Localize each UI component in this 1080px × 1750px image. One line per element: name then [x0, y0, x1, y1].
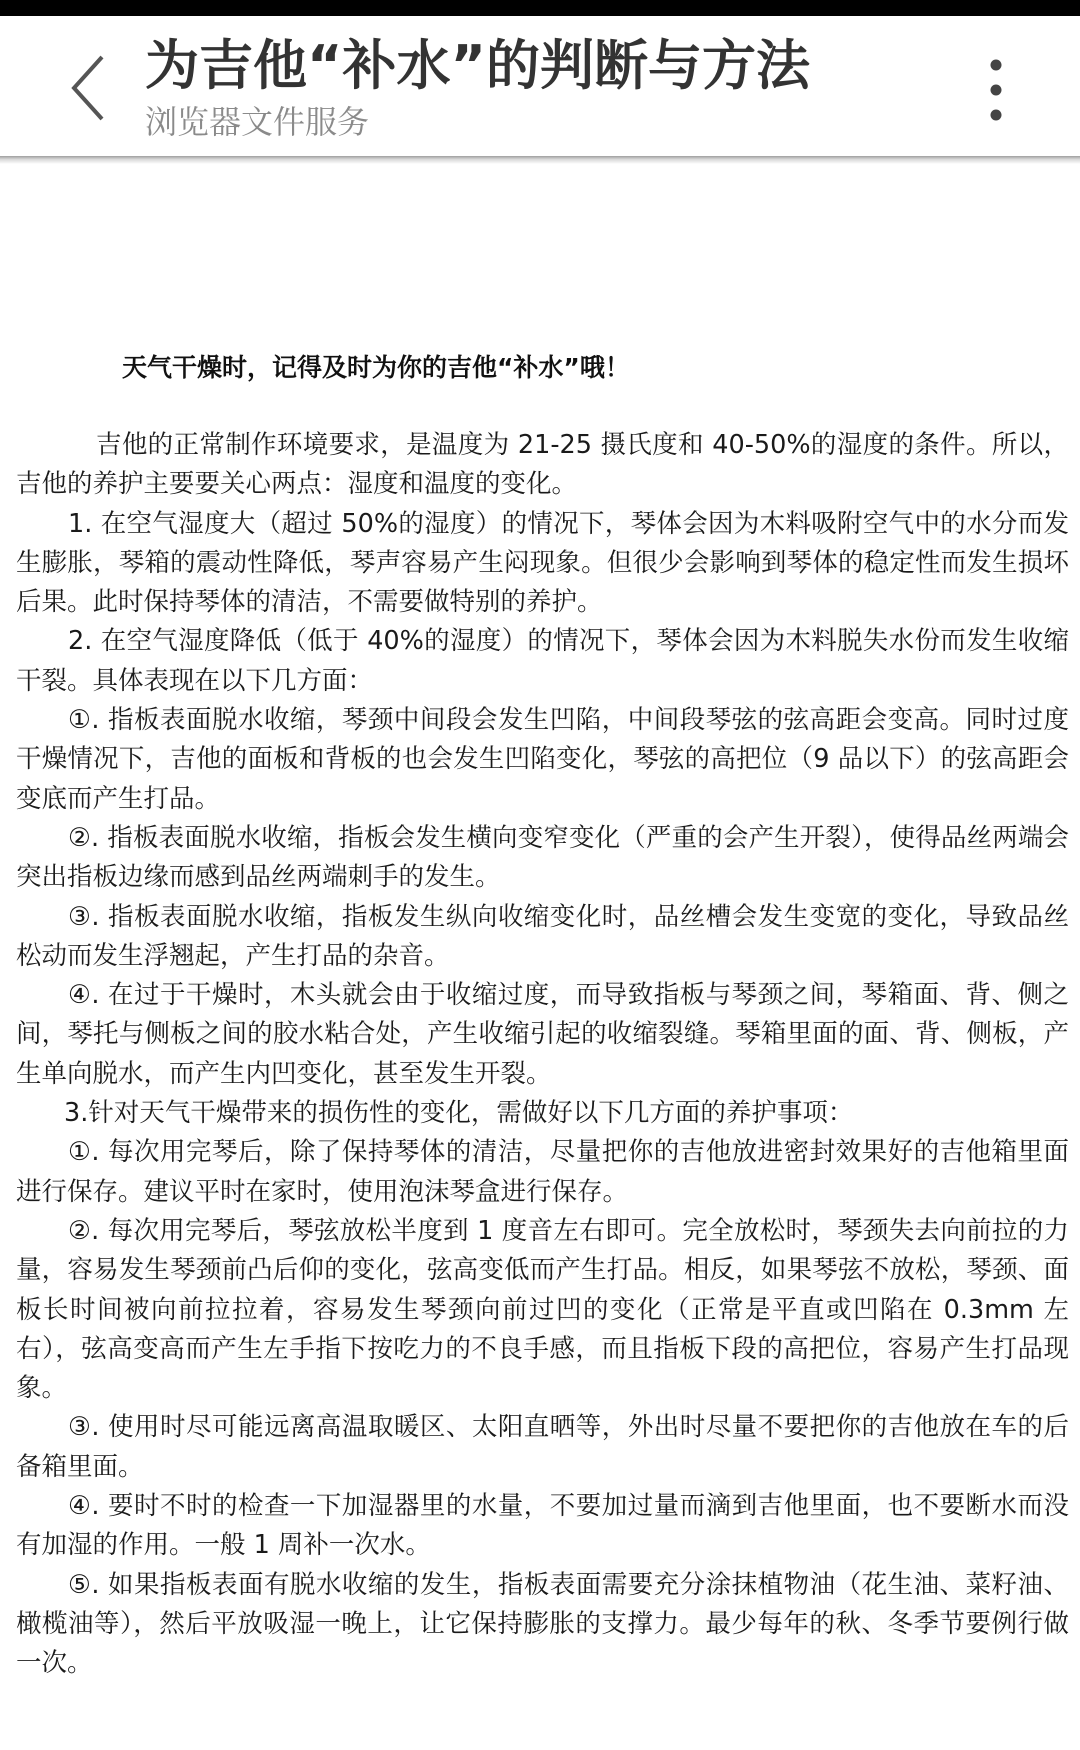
- paragraph-care-5: ⑤. 如果指板表面有脱水收缩的发生，指板表面需要充分涂抹植物油（花生油、菜籽油、橄榄油等），然后平放吸湿一晚上，让它保持膨胀的支撑力。最少每年的秋、冬季节要例行做一次。: [16, 1569, 1069, 1679]
- paragraph-item-1: 1. 在空气湿度大（超过 50%的湿度）的情况下，琴体会因为木料吸附空气中的水分而发生膨胀，琴箱的震动性降低，琴声容易产生闷现象。但很少会影响到琴体的稳定性而发生损坏后果。此时保持琴体的清洁，不需要做特别的养护。: [16, 508, 1069, 618]
- page-title: 为吉他“补水”的判断与方法: [145, 34, 810, 97]
- status-bar: [0, 0, 1080, 16]
- app-bar: [0, 16, 1080, 160]
- paragraph-sub-1: ①. 指板表面脱水收缩，琴颈中间段会发生凹陷，中间段琴弦的弦高距会变高。同时过度干燥情况下，吉他的面板和背板的也会发生凹陷变化，琴弦的高把位（9 品以下）的弦高距会变底而产生打品。: [16, 705, 1069, 814]
- paragraph-item-3: 3.针对天气干燥带来的损伤性的变化，需做好以下几方面的养护事项：: [64, 1098, 854, 1129]
- document-viewer[interactable]: [0, 164, 1080, 1750]
- document-heading: 天气干燥时，记得及时为你的吉他“补水”哦！: [122, 353, 630, 382]
- paragraph-sub-4: ④. 在过于干燥时，木头就会由于收缩过度，而导致指板与琴颈之间，琴箱面、背、侧之间，琴托与侧板之间的胶水粘合处，产生收缩引起的收缩裂缝。琴箱里面的面、背、侧板，产生单向脱水，而产生内凹变化，甚至发生开裂。: [16, 980, 1069, 1089]
- paragraph-care-4: ④. 要时不时的检查一下加湿器里的水量，不要加过量而滴到吉他里面，也不要断水而没有加湿的作用。一般 1 周补一次水。: [16, 1491, 1069, 1561]
- paragraph-care-1: ①. 每次用完琴后，除了保持琴体的清洁，尽量把你的吉他放进密封效果好的吉他箱里面进行保存。建议平时在家时，使用泡沫琴盒进行保存。: [16, 1137, 1069, 1207]
- page-subtitle: 浏览器文件服务: [145, 103, 370, 141]
- paragraph-care-3: ③. 使用时尽可能远离高温取暖区、太阳直晒等，外出时尽量不要把你的吉他放在车的后备箱里面。: [16, 1412, 1069, 1482]
- app-bar-divider: [0, 156, 1080, 164]
- back-chevron-icon: [68, 53, 108, 123]
- paragraph-sub-2: ②. 指板表面脱水收缩，指板会发生横向变窄变化（严重的会产生开裂），使得品丝两端会突出指板边缘而感到品丝两端刺手的发生。: [16, 822, 1069, 893]
- paragraph-sub-3: ③. 指板表面脱水收缩，指板发生纵向收缩变化时，品丝槽会发生变宽的变化，导致品丝松动而发生浮翘起，产生打品的杂音。: [16, 901, 1069, 971]
- document-body: [16, 426, 1069, 1684]
- paragraph-item-2: 2. 在空气湿度降低（低于 40%的湿度）的情况下，琴体会因为木料脱失水份而发生收缩干裂。具体表现在以下几方面：: [16, 626, 1069, 696]
- paragraph-intro: 吉他的正常制作环境要求，是温度为 21-25 摄氏度和 40-50%的湿度的条件。所以，吉他的养护主要要关心两点：湿度和温度的变化。: [16, 430, 1069, 500]
- more-options-button[interactable]: [960, 42, 1032, 138]
- paragraph-care-2: ②. 每次用完琴后，琴弦放松半度到 1 度音左右即可。完全放松时，琴颈失去向前拉的力量，容易发生琴颈前凸后仰的变化，弦高变低而产生打品。相反，如果琴弦不放松，琴颈、面板长时间被向前拉拉着，容易发生琴颈向前过凹的变化（正常是平直或凹陷在 0.3mm 左右），弦高变高而产生左手指下按吃力的不良手感，而且指板下段的高把位，容易产生打品现象。: [16, 1215, 1069, 1404]
- back-button[interactable]: [48, 40, 128, 136]
- more-vertical-icon: [988, 58, 1004, 122]
